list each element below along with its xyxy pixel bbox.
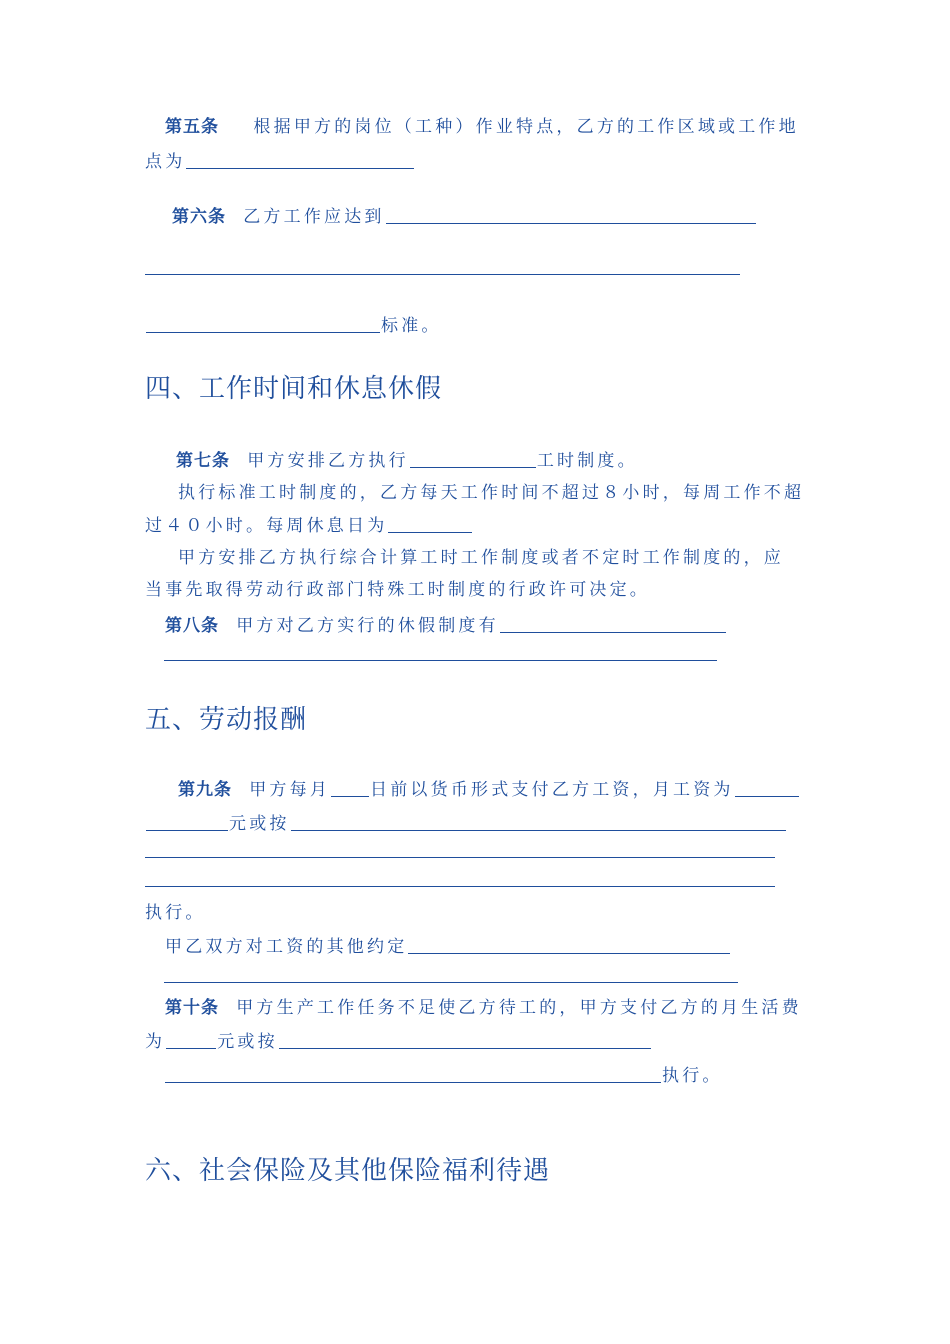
article-6-text: 乙方工作应达到 (243, 207, 385, 227)
article-10-t2: 元或按 (217, 1032, 278, 1052)
article-10-line (165, 997, 802, 1021)
monthly-salary-blank-1[interactable] (735, 778, 799, 797)
article-7-p1b: 过４０小时。每周休息日为 (145, 516, 388, 536)
monthly-salary-blank-2[interactable] (146, 812, 228, 831)
article-7-text: 甲方安排乙方执行 (247, 451, 409, 471)
article-7-p2b: 当事先取得劳动行政部门特殊工时制度的行政许可决定。 (145, 580, 650, 600)
article-6-line (172, 205, 757, 229)
article-5-cont (145, 150, 415, 174)
section-6-heading: 六、社会保险及其他保险福利待遇 (145, 1156, 551, 1186)
article-9-t3: 元或按 (229, 814, 290, 834)
allowance-method-blank-1[interactable] (279, 1030, 651, 1049)
salary-method-blank-3[interactable] (145, 886, 775, 887)
article-9-other-line (165, 935, 731, 959)
article-9-line (178, 778, 800, 802)
article-7-p1b-line (145, 514, 473, 538)
article-8-text: 甲方对乙方实行的休假制度有 (236, 616, 499, 636)
article-5-cont-text: 点为 (145, 152, 186, 172)
rest-day-blank[interactable] (388, 514, 472, 533)
leave-system-blank-2[interactable] (164, 660, 717, 661)
article-5-label: 第五条 (165, 117, 219, 137)
work-location-blank[interactable] (186, 150, 414, 169)
other-salary-blank-1[interactable] (408, 935, 730, 954)
living-allowance-blank[interactable] (166, 1030, 216, 1049)
pay-day-blank[interactable] (331, 778, 369, 797)
article-10-t1: 为 (145, 1032, 166, 1052)
other-salary-blank-2[interactable] (164, 982, 738, 983)
leave-system-blank-1[interactable] (500, 614, 726, 633)
work-standard-blank-3[interactable] (146, 314, 380, 333)
section-5-heading: 五、劳动报酬 (145, 705, 308, 735)
article-10-label: 第十条 (165, 998, 219, 1018)
work-standard-blank-2[interactable] (145, 274, 740, 275)
article-10-text: 甲方生产工作任务不足使乙方待工的，甲方支付乙方的月生活费 (236, 998, 802, 1018)
article-6-label: 第六条 (172, 207, 226, 227)
article-7-line (176, 449, 638, 473)
work-standard-blank-1[interactable] (386, 205, 756, 224)
article-9-other: 甲乙双方对工资的其他约定 (165, 937, 408, 957)
salary-method-blank-2[interactable] (145, 857, 775, 858)
article-9-t2: 日前以货币形式支付乙方工资，月工资为 (370, 780, 734, 800)
article-7-label: 第七条 (176, 451, 230, 471)
section-4-heading: 四、工作时间和休息休假 (145, 374, 443, 404)
article-7-p1: 执行标准工时制度的，乙方每天工作时间不超过８小时，每周工作不超 (178, 483, 805, 503)
article-7-after: 工时制度。 (536, 451, 638, 471)
allowance-method-blank-2[interactable] (165, 1064, 661, 1083)
article-6-end-text: 标准。 (381, 316, 442, 336)
article-5-line (165, 116, 799, 140)
salary-method-blank-1[interactable] (291, 812, 786, 831)
article-7-p2: 甲方安排乙方执行综合计算工时工作制度或者不定时工作制度的，应 (178, 548, 784, 568)
article-9-label: 第九条 (178, 780, 232, 800)
article-10-line3 (164, 1064, 723, 1088)
article-9-line2 (145, 812, 787, 836)
article-8-label: 第八条 (165, 616, 219, 636)
article-9-t1: 甲方每月 (249, 780, 331, 800)
article-8-line (165, 614, 727, 638)
article-6-end (145, 314, 442, 338)
article-10-line2 (145, 1030, 652, 1054)
article-10-end: 执行。 (662, 1066, 723, 1086)
article-5-text: 根据甲方的岗位（工种）作业特点，乙方的工作区域或工作地 (253, 117, 799, 137)
work-hours-system-blank[interactable] (410, 449, 536, 468)
article-9-end: 执行。 (145, 903, 206, 923)
